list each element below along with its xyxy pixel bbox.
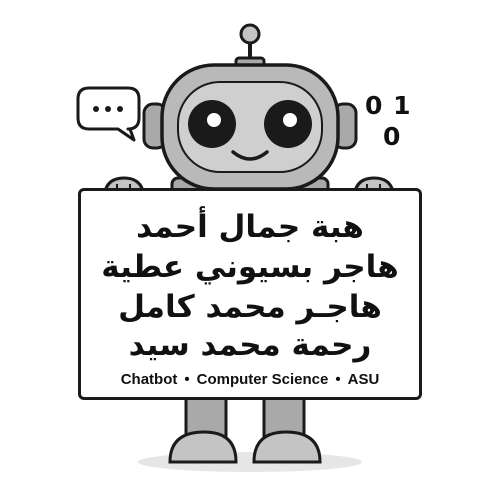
sign-name-3: هاجـر محمد كامل — [118, 289, 382, 325]
robot-legs — [170, 395, 320, 462]
speech-bubble-icon — [78, 88, 139, 140]
binary-code-line-1: 0 1 — [365, 91, 412, 120]
footer-item-chatbot: Chatbot — [120, 371, 178, 388]
sign-name-4: رحمة محمد سيد — [128, 327, 372, 363]
sign-name-2: هاجر بسيوني عطية — [101, 249, 399, 285]
footer-item-university: ASU — [347, 371, 380, 388]
footer-separator: • — [335, 371, 341, 388]
footer-separator: • — [184, 371, 190, 388]
sign-footer — [81, 371, 419, 388]
name-sign — [78, 188, 422, 400]
robot-antenna — [236, 25, 264, 68]
sign-name-1: هبة جمال أحمد — [136, 209, 364, 245]
binary-code-line-2: 0 — [383, 122, 402, 151]
footer-item-field: Computer Science — [196, 371, 329, 388]
